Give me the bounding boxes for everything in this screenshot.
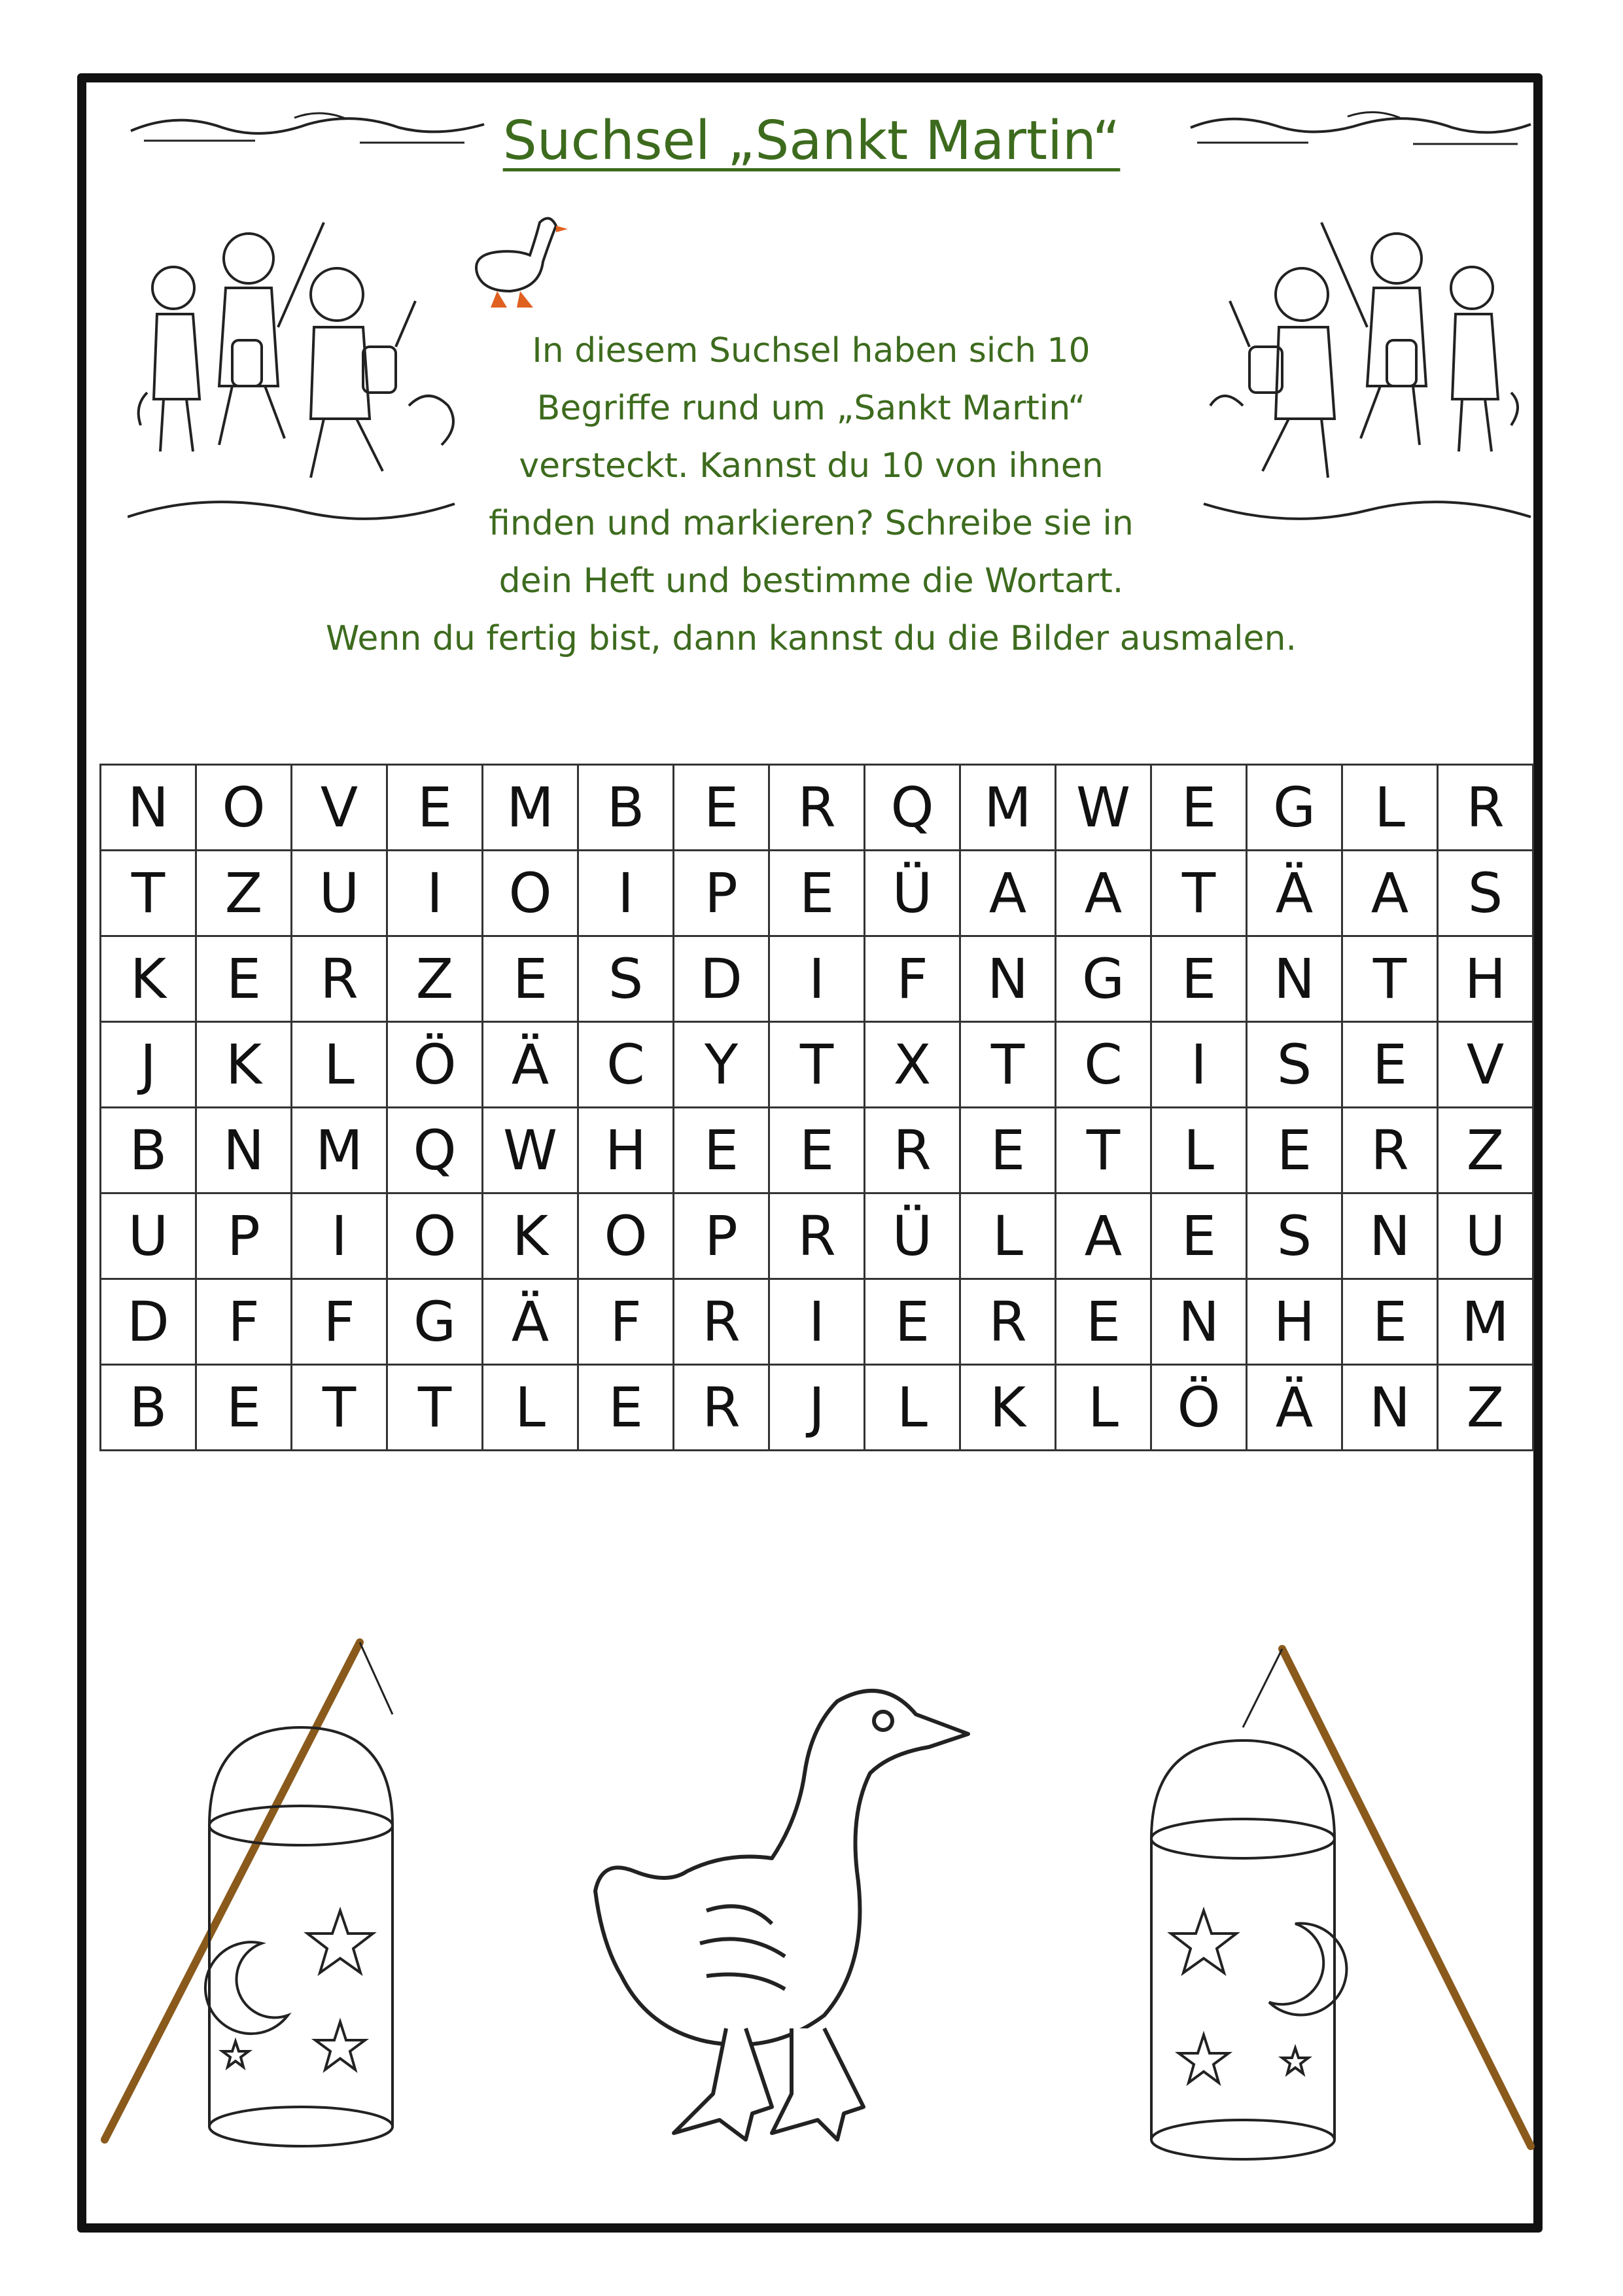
grid-cell[interactable]: E <box>196 1365 292 1451</box>
grid-cell[interactable]: A <box>960 851 1056 936</box>
grid-cell[interactable]: Q <box>865 765 960 851</box>
grid-cell[interactable]: E <box>1151 1193 1247 1279</box>
grid-cell[interactable]: T <box>1151 851 1247 936</box>
grid-cell[interactable]: O <box>387 1193 483 1279</box>
grid-cell[interactable]: E <box>1342 1022 1438 1108</box>
grid-cell[interactable]: D <box>101 1279 196 1365</box>
grid-cell[interactable]: E <box>769 851 865 936</box>
instruction-line-4: finden und markieren? Schreibe sie in <box>489 504 1134 543</box>
grid-cell[interactable]: E <box>578 1365 674 1451</box>
grid-cell[interactable]: J <box>769 1365 865 1451</box>
grid-cell[interactable]: N <box>1342 1193 1438 1279</box>
grid-cell[interactable]: Ö <box>1151 1365 1247 1451</box>
grid-cell[interactable]: T <box>960 1022 1056 1108</box>
grid-cell[interactable]: F <box>196 1279 292 1365</box>
grid-cell[interactable]: T <box>1056 1108 1151 1193</box>
grid-cell[interactable]: E <box>865 1279 960 1365</box>
grid-cell[interactable]: G <box>1056 936 1151 1022</box>
grid-cell[interactable]: E <box>1151 765 1247 851</box>
grid-cell[interactable]: I <box>578 851 674 936</box>
grid-cell[interactable]: R <box>769 1193 865 1279</box>
grid-cell[interactable]: V <box>292 765 387 851</box>
grid-row <box>101 1279 1533 1365</box>
grid-cell[interactable]: T <box>387 1365 483 1451</box>
grid-cell[interactable]: R <box>769 765 865 851</box>
grid-cell[interactable]: L <box>1342 765 1438 851</box>
grid-cell[interactable]: N <box>196 1108 292 1193</box>
grid-cell[interactable]: G <box>387 1279 483 1365</box>
grid-cell[interactable]: N <box>960 936 1056 1022</box>
grid-row <box>101 1365 1533 1451</box>
grid-cell[interactable]: L <box>1056 1365 1151 1451</box>
grid-cell[interactable]: W <box>483 1108 578 1193</box>
grid-cell[interactable]: T <box>101 851 196 936</box>
grid-cell[interactable]: E <box>1342 1279 1438 1365</box>
grid-cell[interactable]: A <box>1056 851 1151 936</box>
grid-cell[interactable]: E <box>769 1108 865 1193</box>
grid-cell[interactable]: E <box>1247 1108 1342 1193</box>
grid-cell[interactable]: K <box>196 1022 292 1108</box>
grid-cell[interactable]: Z <box>1438 1108 1533 1193</box>
grid-cell[interactable]: Z <box>1438 1365 1533 1451</box>
grid-cell[interactable]: E <box>960 1108 1056 1193</box>
grid-cell[interactable]: R <box>960 1279 1056 1365</box>
grid-cell[interactable]: L <box>1151 1108 1247 1193</box>
grid-cell[interactable]: K <box>483 1193 578 1279</box>
grid-cell[interactable]: S <box>1247 1193 1342 1279</box>
grid-cell[interactable]: M <box>483 765 578 851</box>
grid-cell[interactable]: C <box>1056 1022 1151 1108</box>
grid-cell[interactable]: L <box>865 1365 960 1451</box>
grid-cell[interactable]: Ä <box>483 1279 578 1365</box>
grid-row <box>101 1022 1533 1108</box>
grid-cell[interactable]: C <box>578 1022 674 1108</box>
grid-cell[interactable]: U <box>1438 1193 1533 1279</box>
grid-cell[interactable]: R <box>1438 765 1533 851</box>
grid-cell[interactable]: L <box>483 1365 578 1451</box>
lantern-right-illustration <box>1125 1636 1544 2172</box>
grid-cell[interactable]: D <box>674 936 769 1022</box>
grid-cell[interactable]: T <box>292 1365 387 1451</box>
grid-cell[interactable]: T <box>769 1022 865 1108</box>
grid-row <box>101 936 1533 1022</box>
grid-cell[interactable]: E <box>483 936 578 1022</box>
grid-cell[interactable]: Ä <box>483 1022 578 1108</box>
grid-cell[interactable]: F <box>578 1279 674 1365</box>
grid-cell[interactable]: N <box>1247 936 1342 1022</box>
grid-cell[interactable]: G <box>1247 765 1342 851</box>
grid-cell[interactable]: S <box>578 936 674 1022</box>
grid-cell[interactable]: R <box>865 1108 960 1193</box>
grid-cell[interactable]: M <box>960 765 1056 851</box>
grid-cell[interactable]: N <box>1151 1279 1247 1365</box>
grid-cell[interactable]: E <box>1056 1279 1151 1365</box>
grid-cell[interactable]: H <box>1247 1279 1342 1365</box>
grid-cell[interactable]: S <box>1247 1022 1342 1108</box>
grid-cell[interactable]: R <box>1342 1108 1438 1193</box>
grid-cell[interactable]: O <box>578 1193 674 1279</box>
grid-cell[interactable]: M <box>1438 1279 1533 1365</box>
grid-cell[interactable]: M <box>292 1108 387 1193</box>
grid-cell[interactable]: X <box>865 1022 960 1108</box>
grid-cell[interactable]: Y <box>674 1022 769 1108</box>
grid-cell[interactable]: W <box>1056 765 1151 851</box>
grid-cell[interactable]: Z <box>196 851 292 936</box>
grid-row <box>101 1108 1533 1193</box>
grid-cell[interactable]: E <box>387 765 483 851</box>
grid-cell[interactable]: J <box>101 1022 196 1108</box>
grid-cell[interactable]: H <box>578 1108 674 1193</box>
grid-cell[interactable]: L <box>960 1193 1056 1279</box>
grid-cell[interactable]: V <box>1438 1022 1533 1108</box>
grid-cell[interactable]: A <box>1342 851 1438 936</box>
grid-cell[interactable]: E <box>1151 936 1247 1022</box>
grid-row <box>101 851 1533 936</box>
goose-small-illustration <box>458 209 569 321</box>
grid-cell[interactable]: O <box>196 765 292 851</box>
goose-large-illustration <box>576 1662 1047 2159</box>
grid-cell[interactable]: I <box>292 1193 387 1279</box>
grid-cell[interactable]: I <box>769 1279 865 1365</box>
grid-row <box>101 1193 1533 1279</box>
grid-cell[interactable]: R <box>674 1279 769 1365</box>
grid-row <box>101 765 1533 851</box>
grid-cell[interactable]: L <box>292 1022 387 1108</box>
grid-cell[interactable]: T <box>1342 936 1438 1022</box>
instruction-line-5: dein Heft und bestimme die Wortart. <box>498 561 1124 601</box>
grid-cell[interactable]: Ü <box>865 851 960 936</box>
grid-cell[interactable]: Ä <box>1247 1365 1342 1451</box>
grid-cell[interactable]: F <box>292 1279 387 1365</box>
grid-cell[interactable]: N <box>1342 1365 1438 1451</box>
grid-cell[interactable]: Z <box>387 936 483 1022</box>
grid-cell[interactable]: B <box>101 1108 196 1193</box>
grid-cell[interactable]: S <box>1438 851 1533 936</box>
grid-cell[interactable]: R <box>292 936 387 1022</box>
grid-cell[interactable]: Ü <box>865 1193 960 1279</box>
lantern-left-illustration <box>92 1629 432 2166</box>
grid-cell[interactable]: H <box>1438 936 1533 1022</box>
grid-cell[interactable]: K <box>101 936 196 1022</box>
grid-cell[interactable]: Ä <box>1247 851 1342 936</box>
grid-cell[interactable]: R <box>674 1365 769 1451</box>
instruction-line-2: Begriffe rund um „Sankt Martin“ <box>536 389 1086 428</box>
grid-cell[interactable]: I <box>769 936 865 1022</box>
instruction-line-3: versteckt. Kannst du 10 von ihnen <box>519 446 1104 486</box>
page-title: Suchsel „Sankt Martin“ <box>502 110 1121 172</box>
grid-cell[interactable]: U <box>292 851 387 936</box>
instruction-text <box>288 322 1335 667</box>
grid-cell[interactable]: F <box>865 936 960 1022</box>
grid-cell[interactable]: I <box>387 851 483 936</box>
grid-cell[interactable]: P <box>674 1193 769 1279</box>
word-search-grid <box>99 764 1534 1451</box>
grid-cell[interactable]: P <box>196 1193 292 1279</box>
grid-cell[interactable]: A <box>1056 1193 1151 1279</box>
grid-cell[interactable]: E <box>196 936 292 1022</box>
grid-cell[interactable]: I <box>1151 1022 1247 1108</box>
grid-cell[interactable]: B <box>578 765 674 851</box>
instruction-line-1: In diesem Suchsel haben sich 10 <box>532 331 1091 370</box>
grid-cell[interactable]: O <box>483 851 578 936</box>
grid-cell[interactable]: P <box>674 851 769 936</box>
grid-cell[interactable]: B <box>101 1365 196 1451</box>
grid-cell[interactable]: U <box>101 1193 196 1279</box>
grid-cell[interactable]: Q <box>387 1108 483 1193</box>
instruction-line-6: Wenn du fertig bist, dann kannst du die Bilder ausmalen. <box>326 619 1297 658</box>
grid-cell[interactable]: E <box>674 765 769 851</box>
grid-cell[interactable]: E <box>674 1108 769 1193</box>
grid-cell[interactable]: K <box>960 1365 1056 1451</box>
grid-cell[interactable]: N <box>101 765 196 851</box>
grid-cell[interactable]: Ö <box>387 1022 483 1108</box>
